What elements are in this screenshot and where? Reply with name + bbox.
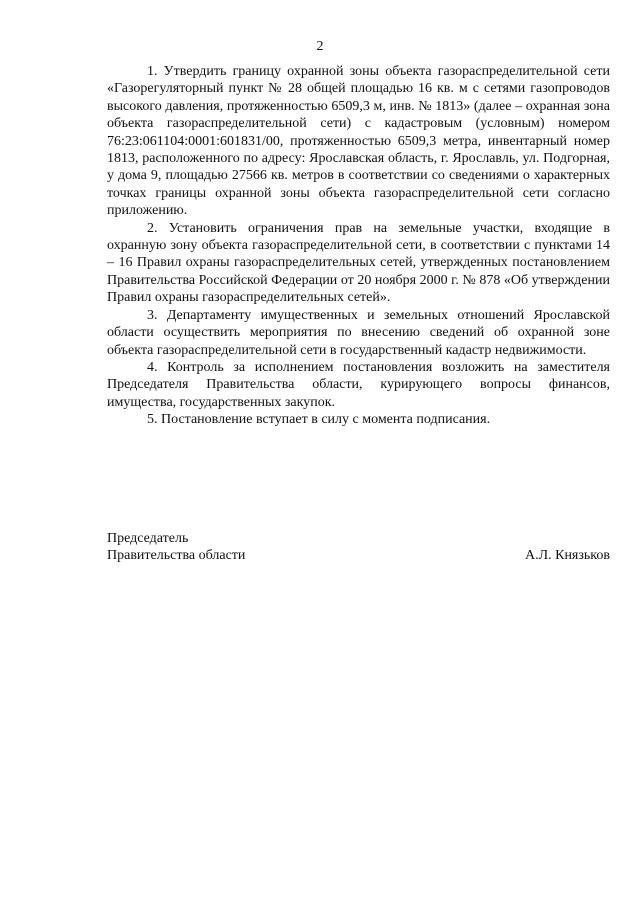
paragraph-4: 4. Контроль за исполнением постановления возложить на заместителя Председателя Правительства области, курирующего вопросы финансов, имущества, государственных закупок. <box>107 359 610 410</box>
paragraph-5: 5. Постановление вступает в силу с момента подписания. <box>147 412 491 428</box>
signatory-name: А.Л. Князьков <box>525 548 610 564</box>
paragraph-2: 2. Установить ограничения прав на земельные участки, входящие в охранную зону объекта газораспределительной сети, в соответствии с пунктами 14 – 16 Правил охраны газораспределительных сетей, утвержденных постановлением Правительства Российской Федерации от 20 ноября 2000 г. № 878 «Об утверждении Правил охраны газораспределительных сетей». <box>107 220 610 306</box>
signatory-title-line2: Правительства области <box>107 548 246 564</box>
signatory-title-line1: Председатель <box>107 531 189 546</box>
signature-block <box>107 530 610 565</box>
document-body <box>107 63 610 429</box>
page-number: 2 <box>316 39 324 54</box>
signature-row <box>107 547 610 564</box>
paragraph-3: 3. Департаменту имущественных и земельных отношений Ярославской области осуществить мероприятия по внесению сведений об охранной зоне объекта газораспределительной сети в государственный кадастр недвижимости. <box>107 307 610 358</box>
paragraph-1: 1. Утвердить границу охранной зоны объекта газораспределительной сети «Газорегуляторный пункт № 28 общей площадью 16 кв. м с сетями газопроводов высокого давления, протяженностью 6509,3 м, инв. № 1813» (далее – охранная зона объекта газораспределительной сети) с кадастровым (условным) номером 76:23:061104:0001:601831/00, протяженностью 6509,3 метра, инвентарный номер 1813, расположенного по адресу: Ярославская область, г. Ярославль, ул. Подгорная, у дома 9, площадью 27566 кв. метров в соответствии со сведениями о характерных точках границы охранной зоны объекта газораспределительной сети согласно приложению. <box>107 64 610 219</box>
